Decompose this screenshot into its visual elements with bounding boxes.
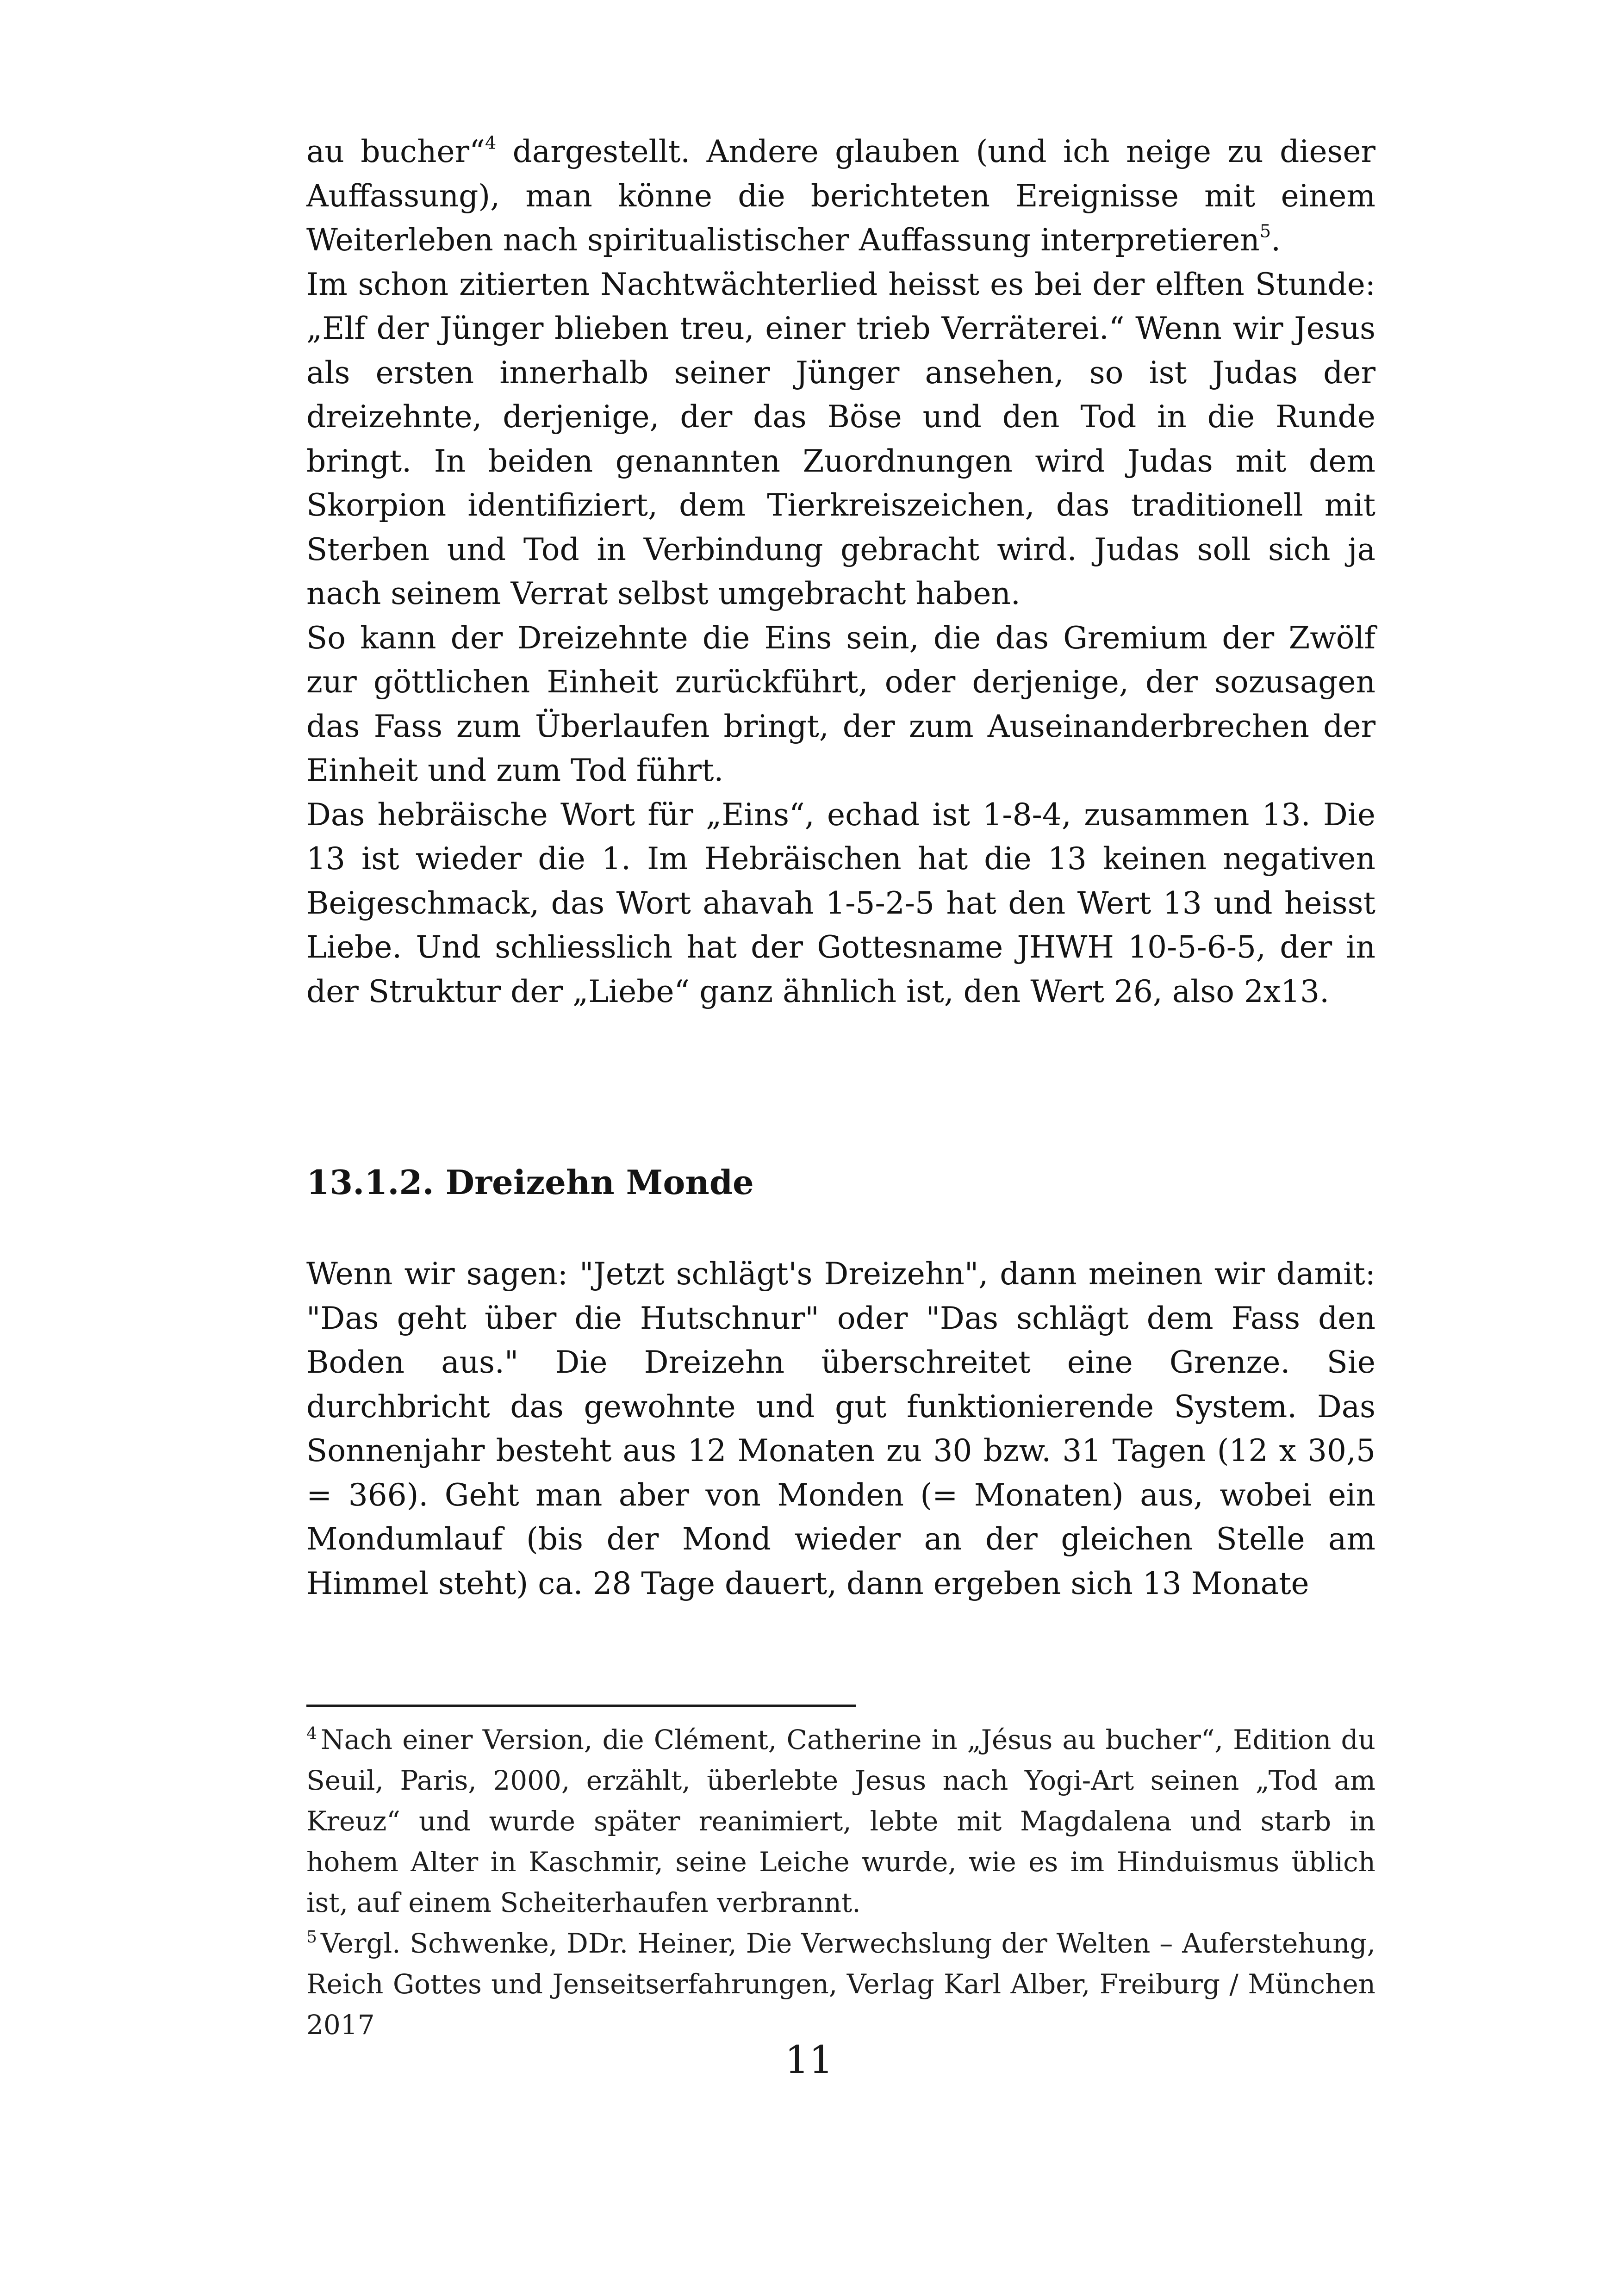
footnote-text: Vergl. Schwenke, DDr. Heiner, Die Verwechslung der Welten – Auferstehung, Reich Gottes und Jenseitserfahrungen, Verlag Karl Alber, Freiburg / München 2017 <box>306 1928 1375 2041</box>
footnote-text: Nach einer Version, die Clément, Catherine in „Jésus au bucher“, Edition du Seuil, Paris, 2000, erzählt, überlebte Jesus nach Yogi-Art seinen „Tod am Kreuz“ und wurde später reanimiert, lebte mit Magdalena und starb in hohem Alter in Kaschmir, seine Leiche wurde, wie es im Hinduismus üblich ist, auf einem Scheiterhaufen verbrannt. <box>306 1724 1375 1918</box>
page-number: 11 <box>784 2038 834 2082</box>
paragraph: Das hebräische Wort für „Eins“, echad ist 1-8-4, zusammen 13. Die 13 ist wieder die 1. Im Hebräischen hat die 13 keinen negativen Beigeschmack, das Wort ahavah 1-5-2-5 hat den Wert 13 und heisst Liebe. Und schliesslich hat der Gottesname JHWH 10-5-6-5, der in der Struktur der „Liebe“ ganz ähnlich ist, den Wert 26, also 2x13. <box>306 796 1375 1009</box>
paragraph-text: au bucher“ <box>306 134 485 169</box>
footnote-mark: 5 <box>306 1928 317 1947</box>
paragraph: Wenn wir sagen: "Jetzt schlägt's Dreizehn", dann meinen wir damit: "Das geht über die Hutschnur" oder "Das schlägt dem Fass den Boden aus." Die Dreizehn überschreitet eine Grenze. Sie durchbricht das gewohnte und gut funktionierende System. Das Sonnenjahr besteht aus 12 Monaten zu 30 bzw. 31 Tagen (12 x 30,5 = 366). Geht man aber von Monden (= Monaten) aus, wobei ein Mondumlauf (bis der Mond wieder an der gleichen Stelle am Himmel steht) ca. 28 Tage dauert, dann ergeben sich 13 Monate <box>306 1256 1375 1601</box>
section-body <box>306 1252 1375 1605</box>
footnotes <box>306 1719 1375 2045</box>
paragraph: Im schon zitierten Nachtwächterlied heisst es bei der elften Stunde: „Elf der Jünger blieben treu, einer trieb Verräterei.“ Wenn wir Jesus als ersten innerhalb seiner Jünger ansehen, so ist Judas der dreizehnte, derjenige, der das Böse und den Tod in die Runde bringt. In beiden genannten Zuordnungen wird Judas mit dem Skorpion identifiziert, dem Tierkreiszeichen, das traditionell mit Sterben und Tod in Verbindung gebracht wird. Judas soll sich ja nach seinem Verrat selbst umgebracht haben. <box>306 266 1375 611</box>
paragraph-text: . <box>1271 222 1281 258</box>
section-heading: 13.1.2. Dreizehn Monde <box>306 1163 754 1202</box>
footnote <box>306 1923 1375 2045</box>
paragraph <box>306 130 1375 262</box>
paragraph-text: dargestellt. Andere glauben (und ich neige zu dieser Auffassung), man könne die berichteten Ereignisse mit einem Weiterleben nach spiritualistischer Auffassung interpretieren <box>306 134 1375 258</box>
paragraph: So kann der Dreizehnte die Eins sein, die das Gremium der Zwölf zur göttlichen Einheit zurückführt, oder derjenige, der sozusagen das Fass zum Überlaufen bringt, der zum Auseinanderbrechen der Einheit und zum Tod führt. <box>306 620 1375 788</box>
footnote-reference[interactable]: 5 <box>1259 221 1271 242</box>
footnote-separator <box>306 1705 856 1707</box>
body-text-block <box>306 130 1375 1014</box>
footnote-reference[interactable]: 4 <box>485 132 497 154</box>
footnote <box>306 1719 1375 1923</box>
footnote-mark: 4 <box>306 1724 317 1743</box>
